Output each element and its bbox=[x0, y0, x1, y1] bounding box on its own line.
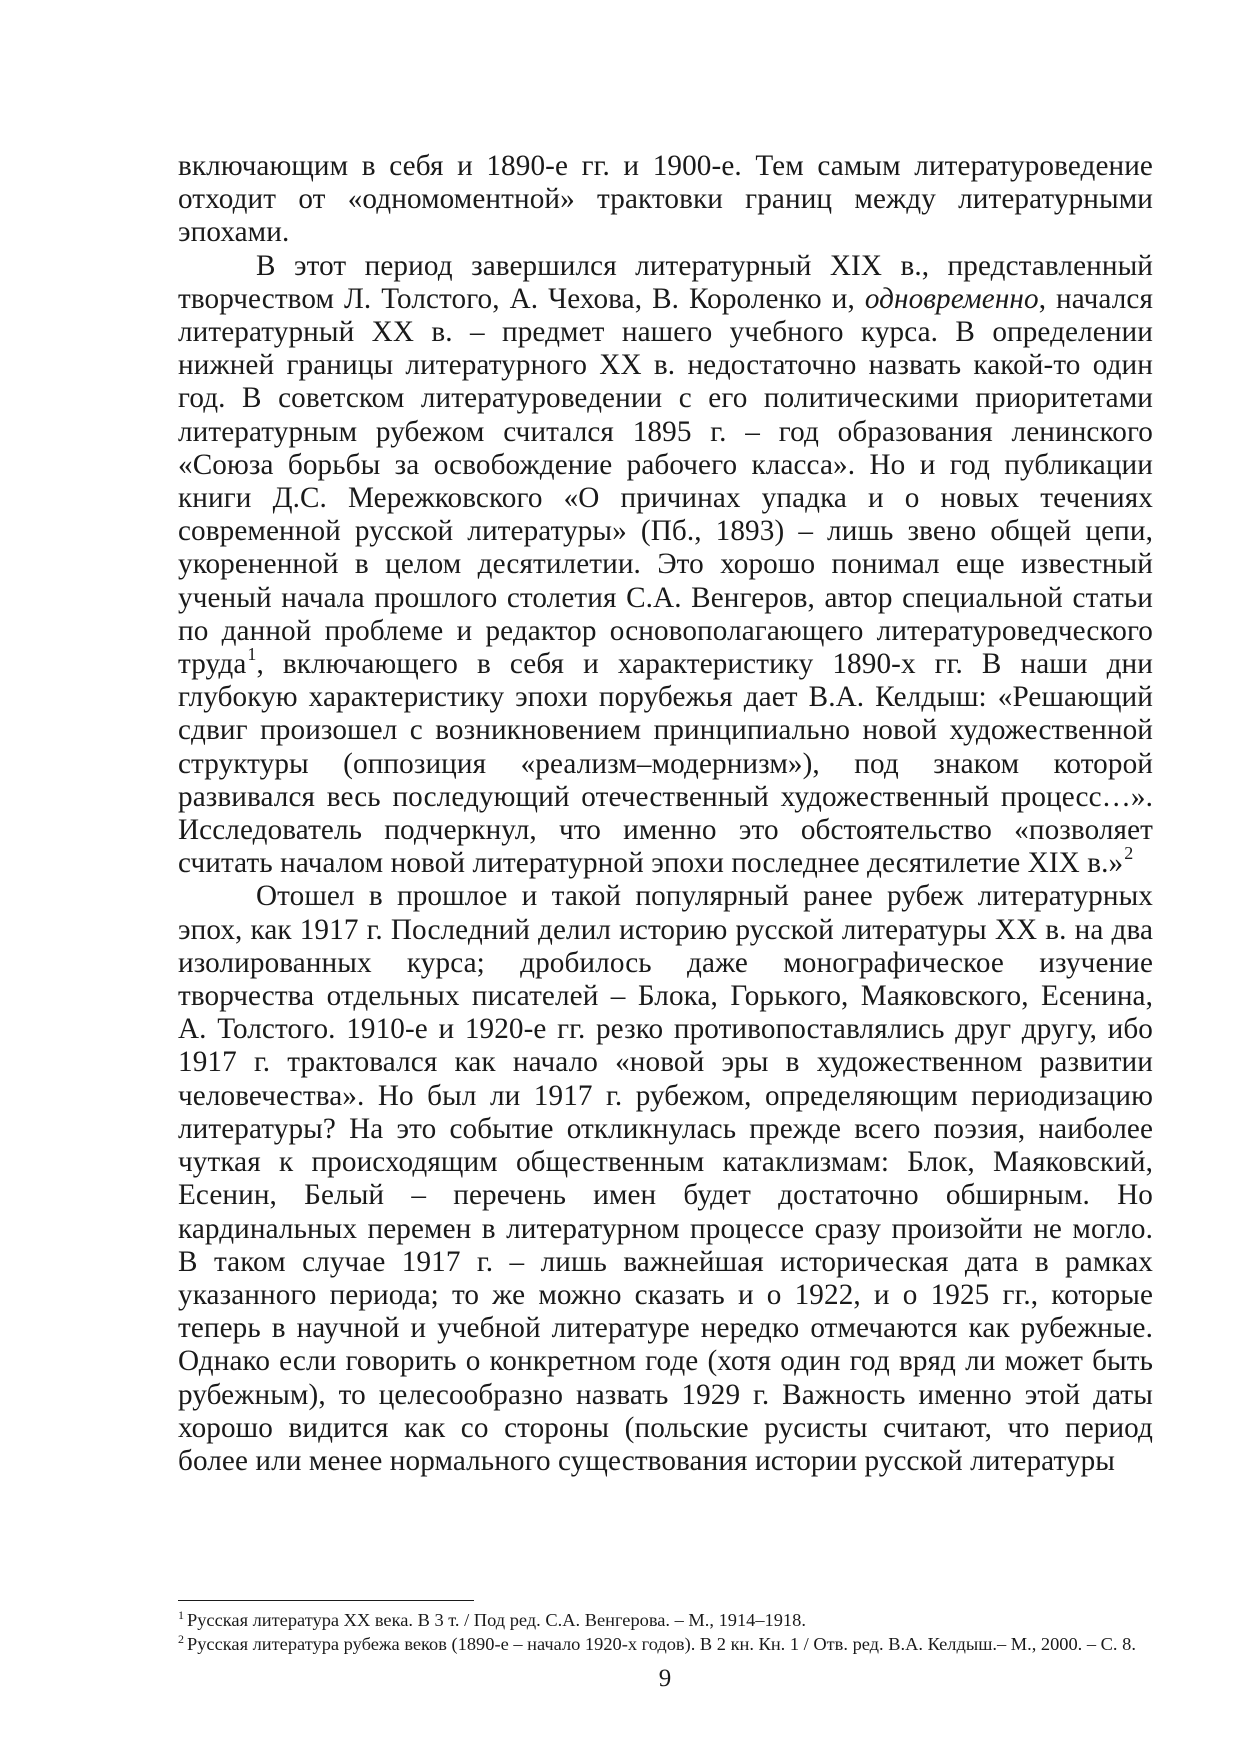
italic-emphasis: одновременно bbox=[864, 282, 1039, 315]
paragraph-2-text-start: В этот период завершился литературный XIX в., представленный творчеством Л. Толстого, А. Чехова, В. Короленко и, bbox=[178, 249, 1153, 315]
main-text bbox=[178, 150, 1153, 1478]
footnote-divider bbox=[178, 1600, 474, 1601]
paragraph-1-text: включающим в себя и 1890-е гг. и 1900-е. Тем самым литературоведение отходит от «одномоментной» трактовки границ между литературными эпохами. bbox=[178, 150, 1153, 249]
footnote-1-text: Русская литература XX века. В 3 т. / Под ред. С.А. Венгерова. – М., 1914–1918. bbox=[187, 1610, 806, 1630]
paragraph-1 bbox=[178, 150, 1153, 250]
footnote-2 bbox=[178, 1633, 1153, 1657]
footnote-ref-2[interactable]: 2 bbox=[1124, 843, 1134, 864]
paragraph-3 bbox=[178, 880, 1153, 1478]
page-number: 9 bbox=[658, 1665, 672, 1692]
paragraph-2-text-end: , включающего в себя и характеристику 1890-х гг. В наши дни глубокую характеристику эпохи порубежья дает В.А. Келдыш: «Решающий сдвиг произошел с возникновением принципиально новой художественной структуры (оппозиция «реализм–модернизм»), под знаком которой развивался весь последующий отечественный художественный процесс…». Исследователь подчеркнул, что именно это обстоятельство «позволяет считать началом новой литературной эпохи последнее десятилетие XIX в.» bbox=[178, 648, 1153, 880]
footnote-2-text: Русская литература рубежа веков (1890-е – начало 1920-х годов). В 2 кн. Кн. 1 / Отв. ред. В.А. Келдыш.– М., 2000. – С. 8. bbox=[187, 1633, 1136, 1654]
footnote-ref-1[interactable]: 1 bbox=[247, 644, 257, 665]
paragraph-3-text: Отошел в прошлое и такой популярный ранее рубеж литературных эпох, как 1917 г. Последний делил историю русской литературы XX в. на два изолированных курса; дробилось даже монографическое изучение творчества отдельных писателей – Блока, Горького, Маяковского, Есенина, А. Толстого. 1910-е и 1920-е гг. резко противопоставлялись друг другу, ибо 1917 г. трактовался как начало «новой эры в художественном развитии человечества». Но был ли 1917 г. рубежом, определяющим периодизацию литературы? На это событие откликнулась прежде всего поэзия, наиболее чуткая к происходящим общественным катаклизмам: Блок, Маяковский, Есенин, Белый – перечень имен будет достаточно обширным. Но кардинальных перемен в литературном процессе сразу произойти не могло. В таком случае 1917 г. – лишь важнейшая историческая дата в рамках указанного периода; то же можно сказать и о 1922, и о 1925 гг., которые теперь в научной и учебной литературе нередко отмечаются как рубежные. Однако если говорить о конкретном годе (хотя один год вряд ли может быть рубежным), то целесообразно назвать 1929 г. Важность именно этой даты хорошо видится как со стороны (польские русисты считают, что период более или менее нормального существования истории русской литературы bbox=[178, 880, 1153, 1477]
footnotes bbox=[178, 1609, 1153, 1656]
paragraph-2 bbox=[178, 250, 1153, 881]
paragraph-2-text-middle: , начался литературный XX в. – предмет нашего учебного курса. В определении нижней границы литературного XX в. недостаточно назвать какой-то один год. В советском литературоведении с его политическими приоритетами литературным рубежом считался 1895 г. – год образования ленинского «Союза борьбы за освобождение рабочего класса». Но и год публикации книги Д.С. Мережковского «О причинах упадка и о новых течениях современной русской литературы» (Пб., 1893) – лишь звено общей цепи, укорененной в целом десятилетии. Это хорошо понимал еще известный ученый начала прошлого столетия С.А. Венгеров, автор специальной статьи по данной проблеме и редактор основополагающего литературоведческого труда bbox=[178, 282, 1153, 681]
footnote-2-number: 2 bbox=[178, 1631, 184, 1646]
footnote-1-number: 1 bbox=[178, 1608, 184, 1622]
footnote-1 bbox=[178, 1609, 1153, 1633]
